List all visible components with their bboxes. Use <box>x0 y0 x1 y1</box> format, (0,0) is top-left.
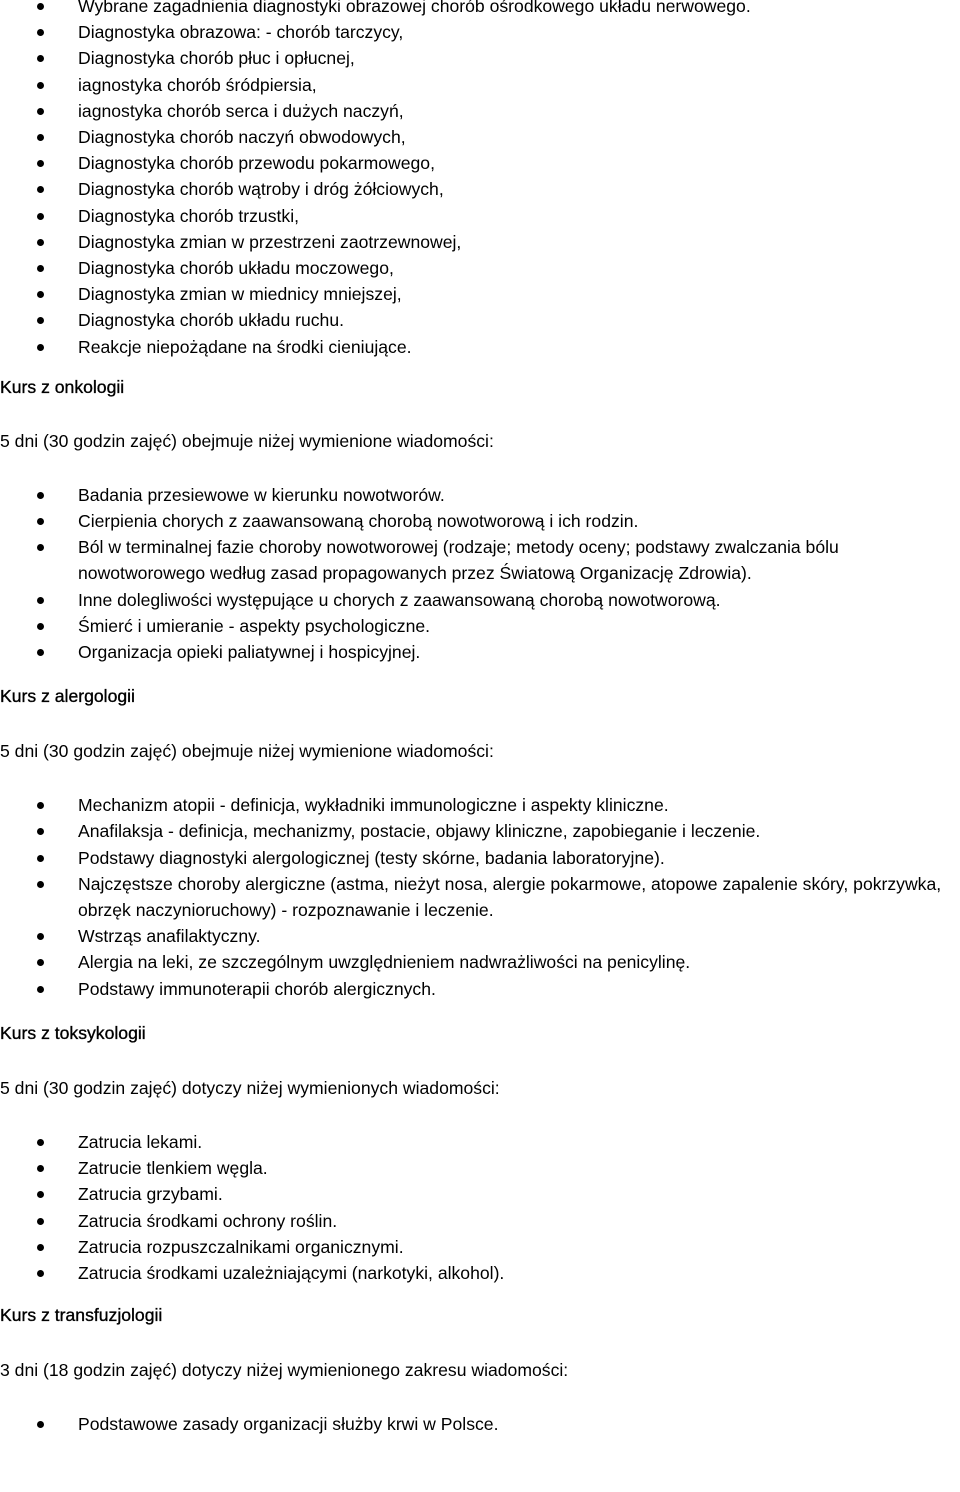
list-item: Anafilaksja - definicja, mechanizmy, postacie, objawy kliniczne, zapobieganie i leczenie. <box>0 818 960 844</box>
transfuzjologia-bullet-list <box>0 1411 960 1437</box>
list-item: Cierpienia chorych z zaawansowaną chorobą nowotworową i ich rodzin. <box>0 508 960 534</box>
list-item: Podstawy immunoterapii chorób alergicznych. <box>0 976 960 1002</box>
toksykologia-bullet-list <box>0 1129 960 1286</box>
list-item: Organizacja opieki paliatywnej i hospicyjnej. <box>0 639 960 665</box>
section-title-transfuzjologia: Kurs z transfuzjologii <box>0 1305 163 1326</box>
list-item: Diagnostyka obrazowa: - chorób tarczycy, <box>0 19 960 45</box>
list-item: Reakcje niepożądane na środki cieniujące. <box>0 334 960 360</box>
list-item: Badania przesiewowe w kierunku nowotworów. <box>0 482 960 508</box>
list-item: Ból w terminalnej fazie choroby nowotworowej (rodzaje; metody oceny; podstawy zwalczania bólu nowotworowego według zasad propagowanych przez Światową Organizację Zdrowia). <box>0 534 960 586</box>
section-intro-toksykologia: 5 dni (30 godzin zajęć) dotyczy niżej wymienionych wiadomości: <box>0 1077 500 1098</box>
section-title-toksykologia: Kurs z toksykologii <box>0 1022 146 1043</box>
list-item: Diagnostyka chorób układu moczowego, <box>0 255 960 281</box>
list-item: Alergia na leki, ze szczególnym uwzględnieniem nadwrażliwości na penicylinę. <box>0 949 960 975</box>
section-intro-alergologia: 5 dni (30 godzin zajęć) obejmuje niżej wymienione wiadomości: <box>0 741 494 762</box>
list-item: Zatrucia rozpuszczalnikami organicznymi. <box>0 1234 960 1260</box>
list-item: Podstawowe zasady organizacji służby krwi w Polsce. <box>0 1411 960 1437</box>
list-item: Diagnostyka chorób płuc i opłucnej, <box>0 45 960 71</box>
list-item: Zatrucia środkami uzależniającymi (narkotyki, alkohol). <box>0 1260 960 1286</box>
list-item: Inne dolegliwości występujące u chorych z zaawansowaną chorobą nowotworową. <box>0 587 960 613</box>
list-item: Diagnostyka chorób wątroby i dróg żółciowych, <box>0 176 960 202</box>
section-title-alergologia: Kurs z alergologii <box>0 686 135 707</box>
section-intro-transfuzjologia: 3 dni (18 godzin zajęć) dotyczy niżej wymienionego zakresu wiadomości: <box>0 1360 569 1381</box>
list-item: Diagnostyka chorób trzustki, <box>0 203 960 229</box>
list-item: Wybrane zagadnienia diagnostyki obrazowej chorób ośrodkowego układu nerwowego. <box>0 0 960 19</box>
list-item: Diagnostyka zmian w przestrzeni zaotrzewnowej, <box>0 229 960 255</box>
list-item: iagnostyka chorób serca i dużych naczyń, <box>0 98 960 124</box>
list-item: Diagnostyka chorób układu ruchu. <box>0 307 960 333</box>
list-item: Mechanizm atopii - definicja, wykładniki immunologiczne i aspekty kliniczne. <box>0 792 960 818</box>
list-item: Diagnostyka chorób przewodu pokarmowego, <box>0 150 960 176</box>
section-intro-onkologia: 5 dni (30 godzin zajęć) obejmuje niżej wymienione wiadomości: <box>0 430 494 451</box>
section-title-onkologia: Kurs z onkologii <box>0 376 125 397</box>
onkologia-bullet-list <box>0 482 960 665</box>
list-item: Diagnostyka zmian w miednicy mniejszej, <box>0 281 960 307</box>
top-bullet-list <box>0 0 960 360</box>
list-item: Zatrucie tlenkiem węgla. <box>0 1155 960 1181</box>
list-item: iagnostyka chorób śródpiersia, <box>0 72 960 98</box>
list-item: Najczęstsze choroby alergiczne (astma, nieżyt nosa, alergie pokarmowe, atopowe zapalenie skóry, pokrzywka, obrzęk naczynioruchowy) - rozpoznawanie i leczenie. <box>0 871 960 923</box>
list-item: Zatrucia lekami. <box>0 1129 960 1155</box>
alergologia-bullet-list <box>0 792 960 1002</box>
list-item: Zatrucia środkami ochrony roślin. <box>0 1208 960 1234</box>
list-item: Wstrząs anafilaktyczny. <box>0 923 960 949</box>
list-item: Podstawy diagnostyki alergologicznej (testy skórne, badania laboratoryjne). <box>0 845 960 871</box>
list-item: Śmierć i umieranie - aspekty psychologiczne. <box>0 613 960 639</box>
list-item: Diagnostyka chorób naczyń obwodowych, <box>0 124 960 150</box>
list-item: Zatrucia grzybami. <box>0 1181 960 1207</box>
